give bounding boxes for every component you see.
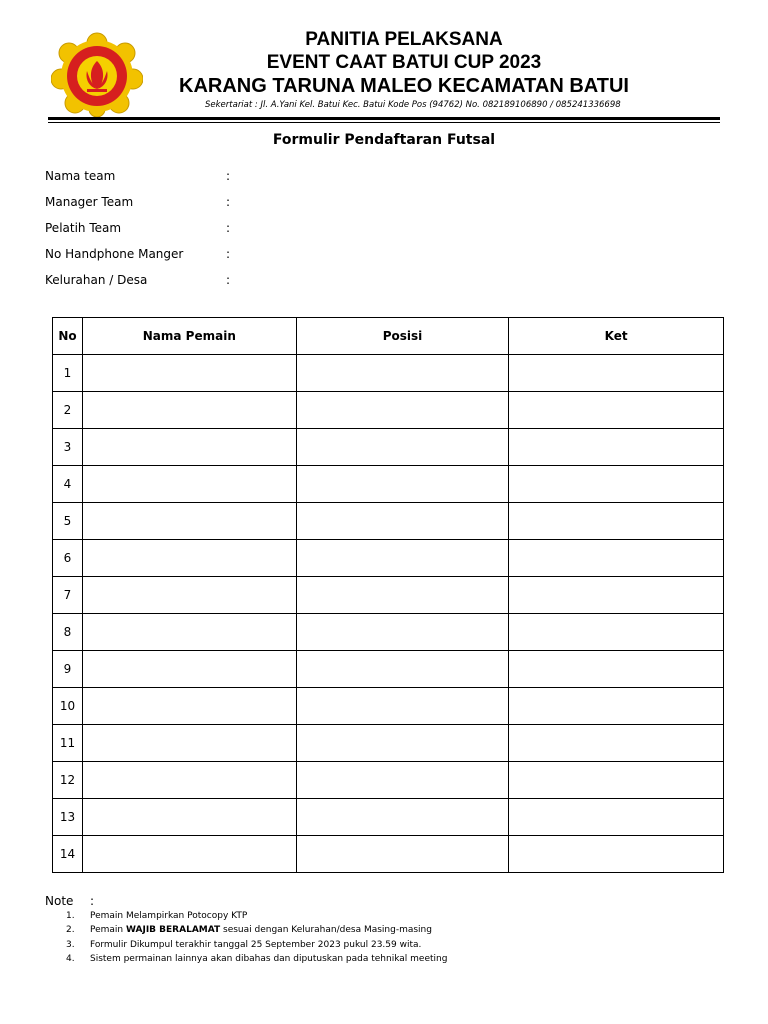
player-name-cell[interactable] bbox=[82, 355, 296, 392]
position-cell[interactable] bbox=[296, 799, 509, 836]
position-cell[interactable] bbox=[296, 651, 509, 688]
note-item bbox=[66, 925, 447, 939]
player-table bbox=[52, 317, 724, 873]
row-number: 7 bbox=[53, 577, 83, 614]
note-number: 3. bbox=[66, 939, 75, 950]
field-label-team-name: Nama team bbox=[45, 169, 116, 183]
header-committee-title: PANITIA PELAKSANA bbox=[305, 29, 503, 50]
table-row bbox=[53, 466, 724, 503]
table-row bbox=[53, 651, 724, 688]
form-title: Formulir Pendaftaran Futsal bbox=[272, 132, 496, 148]
notes-cell[interactable] bbox=[509, 429, 724, 466]
notes-cell[interactable] bbox=[509, 577, 724, 614]
position-cell[interactable] bbox=[296, 688, 509, 725]
notes-cell[interactable] bbox=[509, 651, 724, 688]
note-text: Pemain bbox=[90, 925, 126, 936]
header-address: Sekertariat : Jl. A.Yani Kel. Batui Kec. Batui Kode Pos (94762) No. 082189106890 / 085241336698 bbox=[205, 100, 621, 110]
note-text: Pemain Melampirkan Potocopy KTP bbox=[90, 911, 248, 921]
table-row bbox=[53, 836, 724, 873]
position-cell[interactable] bbox=[296, 429, 509, 466]
column-header-notes: Ket bbox=[509, 318, 724, 355]
row-number: 10 bbox=[53, 688, 83, 725]
notes-cell[interactable] bbox=[509, 725, 724, 762]
table-row bbox=[53, 392, 724, 429]
column-header-position: Posisi bbox=[296, 318, 509, 355]
player-name-cell[interactable] bbox=[82, 392, 296, 429]
row-number: 8 bbox=[53, 614, 83, 651]
table-row bbox=[53, 688, 724, 725]
field-label-coach: Pelatih Team bbox=[45, 221, 122, 235]
note-colon: : bbox=[90, 894, 95, 908]
header-divider-thick bbox=[48, 117, 720, 120]
position-cell[interactable] bbox=[296, 540, 509, 577]
column-header-player-name: Nama Pemain bbox=[82, 318, 296, 355]
table-header-row bbox=[53, 318, 724, 355]
field-label-manager-phone: No Handphone Manger bbox=[45, 247, 184, 261]
position-cell[interactable] bbox=[296, 836, 509, 873]
row-number: 5 bbox=[53, 503, 83, 540]
field-label-manager: Manager Team bbox=[45, 195, 134, 209]
note-emphasis: WAJIB BERALAMAT bbox=[126, 925, 221, 936]
field-colon: : bbox=[226, 247, 231, 261]
position-cell[interactable] bbox=[296, 614, 509, 651]
header-divider-thin bbox=[48, 122, 720, 123]
notes-cell[interactable] bbox=[509, 392, 724, 429]
field-colon: : bbox=[226, 221, 231, 235]
position-cell[interactable] bbox=[296, 466, 509, 503]
row-number: 3 bbox=[53, 429, 83, 466]
row-number: 13 bbox=[53, 799, 83, 836]
table-row bbox=[53, 799, 724, 836]
note-number: 4. bbox=[66, 953, 75, 964]
position-cell[interactable] bbox=[296, 577, 509, 614]
position-cell[interactable] bbox=[296, 762, 509, 799]
player-name-cell[interactable] bbox=[82, 503, 296, 540]
column-header-no: No bbox=[53, 318, 83, 355]
note-item bbox=[66, 911, 447, 925]
table-row bbox=[53, 725, 724, 762]
player-name-cell[interactable] bbox=[82, 725, 296, 762]
row-number: 12 bbox=[53, 762, 83, 799]
table-row bbox=[53, 762, 724, 799]
player-name-cell[interactable] bbox=[82, 762, 296, 799]
row-number: 4 bbox=[53, 466, 83, 503]
row-number: 1 bbox=[53, 355, 83, 392]
notes-cell[interactable] bbox=[509, 540, 724, 577]
notes-cell[interactable] bbox=[509, 836, 724, 873]
notes-cell[interactable] bbox=[509, 503, 724, 540]
player-name-cell[interactable] bbox=[82, 577, 296, 614]
note-list bbox=[66, 911, 447, 968]
table-row bbox=[53, 429, 724, 466]
field-colon: : bbox=[226, 195, 231, 209]
row-number: 14 bbox=[53, 836, 83, 873]
position-cell[interactable] bbox=[296, 355, 509, 392]
position-cell[interactable] bbox=[296, 725, 509, 762]
note-item bbox=[66, 954, 447, 968]
table-row bbox=[53, 355, 724, 392]
field-label-village: Kelurahan / Desa bbox=[45, 273, 148, 287]
note-text-continued: sesuai dengan Kelurahan/desa Masing-masing bbox=[220, 925, 432, 936]
note-item bbox=[66, 940, 447, 954]
field-colon: : bbox=[226, 169, 231, 183]
player-name-cell[interactable] bbox=[82, 466, 296, 503]
player-name-cell[interactable] bbox=[82, 651, 296, 688]
note-text: Formulir Dikumpul terakhir tanggal 25 September 2023 pukul 23.59 wita. bbox=[90, 939, 422, 950]
notes-cell[interactable] bbox=[509, 762, 724, 799]
row-number: 2 bbox=[53, 392, 83, 429]
player-name-cell[interactable] bbox=[82, 540, 296, 577]
table-row bbox=[53, 540, 724, 577]
row-number: 9 bbox=[53, 651, 83, 688]
position-cell[interactable] bbox=[296, 392, 509, 429]
row-number: 6 bbox=[53, 540, 83, 577]
notes-cell[interactable] bbox=[509, 614, 724, 651]
player-name-cell[interactable] bbox=[82, 688, 296, 725]
note-label: Note bbox=[45, 894, 74, 908]
header-organization-title: KARANG TARUNA MALEO KECAMATAN BATUI bbox=[179, 75, 629, 97]
table-row bbox=[53, 503, 724, 540]
notes-cell[interactable] bbox=[509, 688, 724, 725]
notes-cell[interactable] bbox=[509, 466, 724, 503]
field-colon: : bbox=[226, 273, 231, 287]
note-number: 1. bbox=[66, 911, 75, 921]
position-cell[interactable] bbox=[296, 503, 509, 540]
player-name-cell[interactable] bbox=[82, 836, 296, 873]
note-number: 2. bbox=[66, 925, 75, 936]
row-number: 11 bbox=[53, 725, 83, 762]
notes-cell[interactable] bbox=[509, 799, 724, 836]
player-name-cell[interactable] bbox=[82, 799, 296, 836]
table-row bbox=[53, 577, 724, 614]
table-row bbox=[53, 614, 724, 651]
player-name-cell[interactable] bbox=[82, 614, 296, 651]
notes-cell[interactable] bbox=[509, 355, 724, 392]
note-text: Sistem permainan lainnya akan dibahas dan diputuskan pada tehnikal meeting bbox=[90, 953, 448, 964]
player-name-cell[interactable] bbox=[82, 429, 296, 466]
header-event-title: EVENT CAAT BATUI CUP 2023 bbox=[266, 52, 542, 73]
